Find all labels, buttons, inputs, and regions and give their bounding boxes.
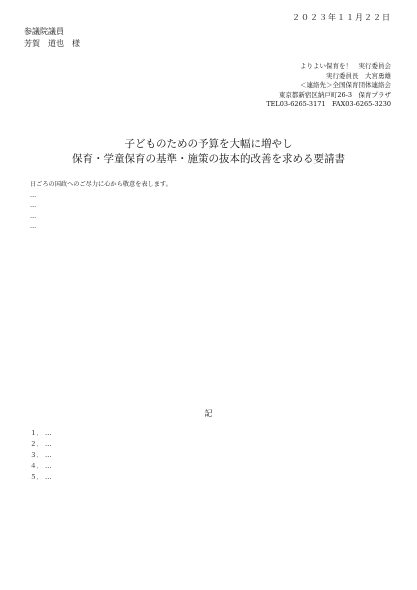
- body-paragraph: 日ごろの国政へのご尽力に心から敬意を表します。: [30, 181, 172, 188]
- request-item-number: ４．: [30, 462, 43, 470]
- sender-block: [266, 62, 391, 110]
- addressee-line-2: 芳賀 道也 様: [24, 39, 80, 48]
- document-body: [24, 180, 393, 233]
- title-line-1: 子どものための予算を大幅に増やし: [124, 138, 293, 150]
- request-items: [30, 428, 390, 483]
- request-item-text: …: [45, 473, 52, 481]
- body-paragraph: …: [30, 202, 37, 210]
- addressee-line-1: 参議院議員: [24, 27, 64, 36]
- addressee-block: [24, 26, 80, 50]
- document-date: ２０２３年１１月２２日: [292, 13, 391, 22]
- ki-heading: 記: [204, 409, 213, 418]
- request-item: [30, 450, 390, 461]
- sender-line: ＜連絡先＞全国保育団体連絡会: [300, 81, 391, 89]
- request-item: [30, 461, 390, 472]
- body-paragraph: …: [30, 191, 37, 199]
- document-title: [0, 137, 417, 167]
- body-paragraph: …: [30, 223, 37, 231]
- request-item-text: …: [45, 440, 52, 448]
- title-line-2: 保育・学童保育の基準・施策の抜本的改善を求める要請書: [72, 153, 345, 165]
- body-paragraph: …: [30, 212, 37, 220]
- request-item: [30, 428, 390, 439]
- request-item-number: ３．: [30, 451, 43, 459]
- request-item-text: …: [45, 429, 52, 437]
- request-item: [30, 439, 390, 450]
- sender-line: TEL03-6265-3171 FAX03-6265-3230: [266, 100, 391, 108]
- sender-line: よりよい保育を！ 実行委員会: [300, 62, 391, 70]
- request-item-text: …: [45, 451, 52, 459]
- sender-line: 東京都新宿区納戸町26-3 保育プラザ: [278, 90, 391, 99]
- request-item: [30, 472, 390, 483]
- request-item-text: …: [45, 462, 52, 470]
- sender-line: 実行委員長 大宮勇雄: [326, 71, 391, 80]
- request-item-number: １．: [30, 429, 43, 437]
- request-item-number: ２．: [30, 440, 43, 448]
- request-item-number: ５．: [30, 473, 43, 481]
